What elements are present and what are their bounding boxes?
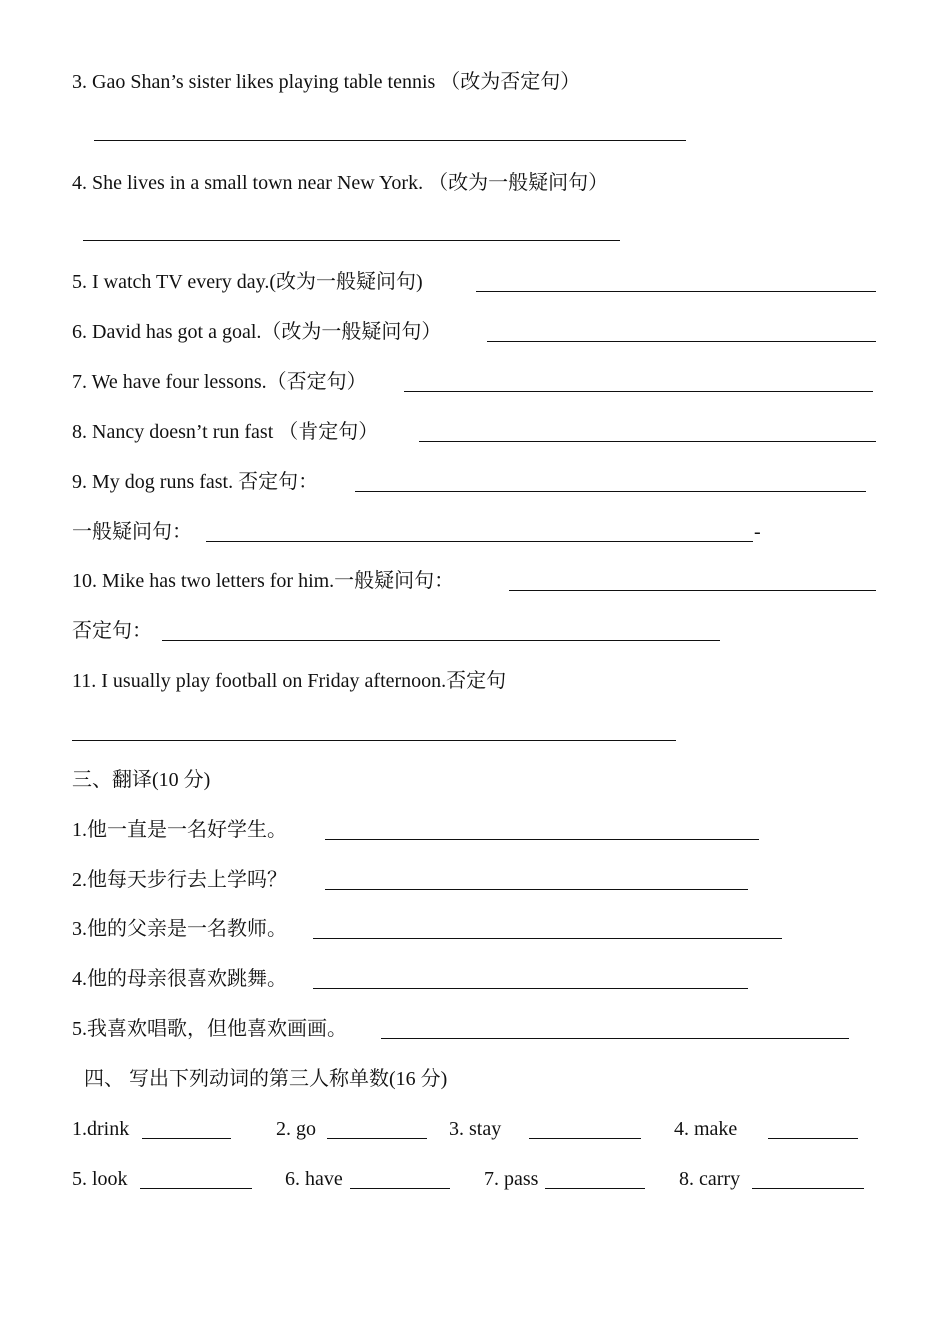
- question-text: 否定句：: [72, 620, 152, 642]
- question-7: [72, 370, 367, 394]
- verb-item-3: 3. stay: [449, 1118, 502, 1140]
- verb-item-8: 8. carry: [679, 1168, 741, 1190]
- answer-blank[interactable]: [768, 1138, 858, 1139]
- answer-blank[interactable]: [752, 1188, 864, 1189]
- question-5: [72, 270, 423, 294]
- question-text: 5.我喜欢唱歌，但他喜欢画画。: [72, 1018, 347, 1040]
- verb-item-1: 1.drink: [72, 1118, 130, 1140]
- answer-blank[interactable]: [419, 441, 876, 442]
- question-11: [72, 669, 506, 693]
- question-text: 4.他的母亲很喜欢跳舞。: [72, 968, 287, 990]
- question-6: [72, 320, 441, 344]
- answer-blank[interactable]: [476, 291, 876, 292]
- question-text: 4. She lives in a small town near New York. （改为一般疑问句）: [72, 172, 609, 194]
- answer-blank[interactable]: [142, 1138, 231, 1139]
- question-3: [72, 70, 580, 94]
- verb-item-4: 4. make: [674, 1118, 738, 1140]
- answer-blank[interactable]: [529, 1138, 641, 1139]
- verb-item-7: 7. pass: [484, 1168, 539, 1190]
- answer-blank[interactable]: [355, 491, 866, 492]
- answer-blank[interactable]: [327, 1138, 427, 1139]
- answer-blank[interactable]: [72, 740, 676, 741]
- translation-5: [72, 1017, 347, 1041]
- answer-blank[interactable]: [83, 240, 620, 241]
- question-text: 8. Nancy doesn’t run fast （肯定句）: [72, 421, 379, 443]
- answer-blank[interactable]: [94, 140, 686, 141]
- question-text: 5. I watch TV every day.(改为一般疑问句): [72, 271, 423, 293]
- question-text: 3.他的父亲是一名教师。: [72, 918, 287, 940]
- answer-blank[interactable]: [206, 541, 753, 542]
- question-10-negative: [72, 619, 152, 643]
- answer-blank[interactable]: [313, 988, 748, 989]
- translation-4: [72, 967, 287, 991]
- answer-blank[interactable]: [140, 1188, 252, 1189]
- answer-blank[interactable]: [350, 1188, 450, 1189]
- section-heading-translation: 三、翻译(10 分): [72, 769, 211, 791]
- verb-item-5: 5. look: [72, 1168, 128, 1190]
- answer-blank[interactable]: [487, 341, 876, 342]
- answer-blank[interactable]: [162, 640, 720, 641]
- answer-blank[interactable]: [404, 391, 873, 392]
- translation-3: [72, 917, 287, 941]
- answer-blank[interactable]: [313, 938, 782, 939]
- question-text: 3. Gao Shan’s sister likes playing table tennis （改为否定句）: [72, 71, 581, 93]
- section-heading-third-person: 四、 写出下列动词的第三人称单数(16 分): [84, 1068, 448, 1090]
- answer-blank[interactable]: [325, 889, 748, 890]
- question-10: [72, 569, 454, 593]
- question-text: 9. My dog runs fast. 否定句：: [72, 471, 319, 493]
- question-text: 10. Mike has two letters for him.一般疑问句：: [72, 570, 455, 592]
- question-text: 7. We have four lessons.（否定句）: [72, 371, 367, 393]
- question-9-yesno: [72, 520, 192, 544]
- answer-blank[interactable]: [325, 839, 759, 840]
- answer-blank[interactable]: [381, 1038, 849, 1039]
- question-text: 6. David has got a goal.（改为一般疑问句）: [72, 321, 442, 343]
- question-9: [72, 470, 318, 494]
- question-8: [72, 420, 378, 444]
- question-text: 1.他一直是一名好学生。: [72, 819, 287, 841]
- verb-item-6: 6. have: [285, 1168, 343, 1190]
- translation-2: [72, 868, 287, 892]
- answer-blank[interactable]: [545, 1188, 645, 1189]
- answer-blank[interactable]: [509, 590, 876, 591]
- question-text: 一般疑问句：: [72, 521, 192, 543]
- translation-1: [72, 818, 287, 842]
- verb-item-2: 2. go: [276, 1118, 316, 1140]
- question-4: [72, 171, 608, 195]
- question-text: 11. I usually play football on Friday afternoon.否定句: [72, 670, 507, 692]
- question-text: 2.他每天步行去上学吗？: [72, 869, 287, 891]
- trailing-dash: -: [754, 521, 761, 543]
